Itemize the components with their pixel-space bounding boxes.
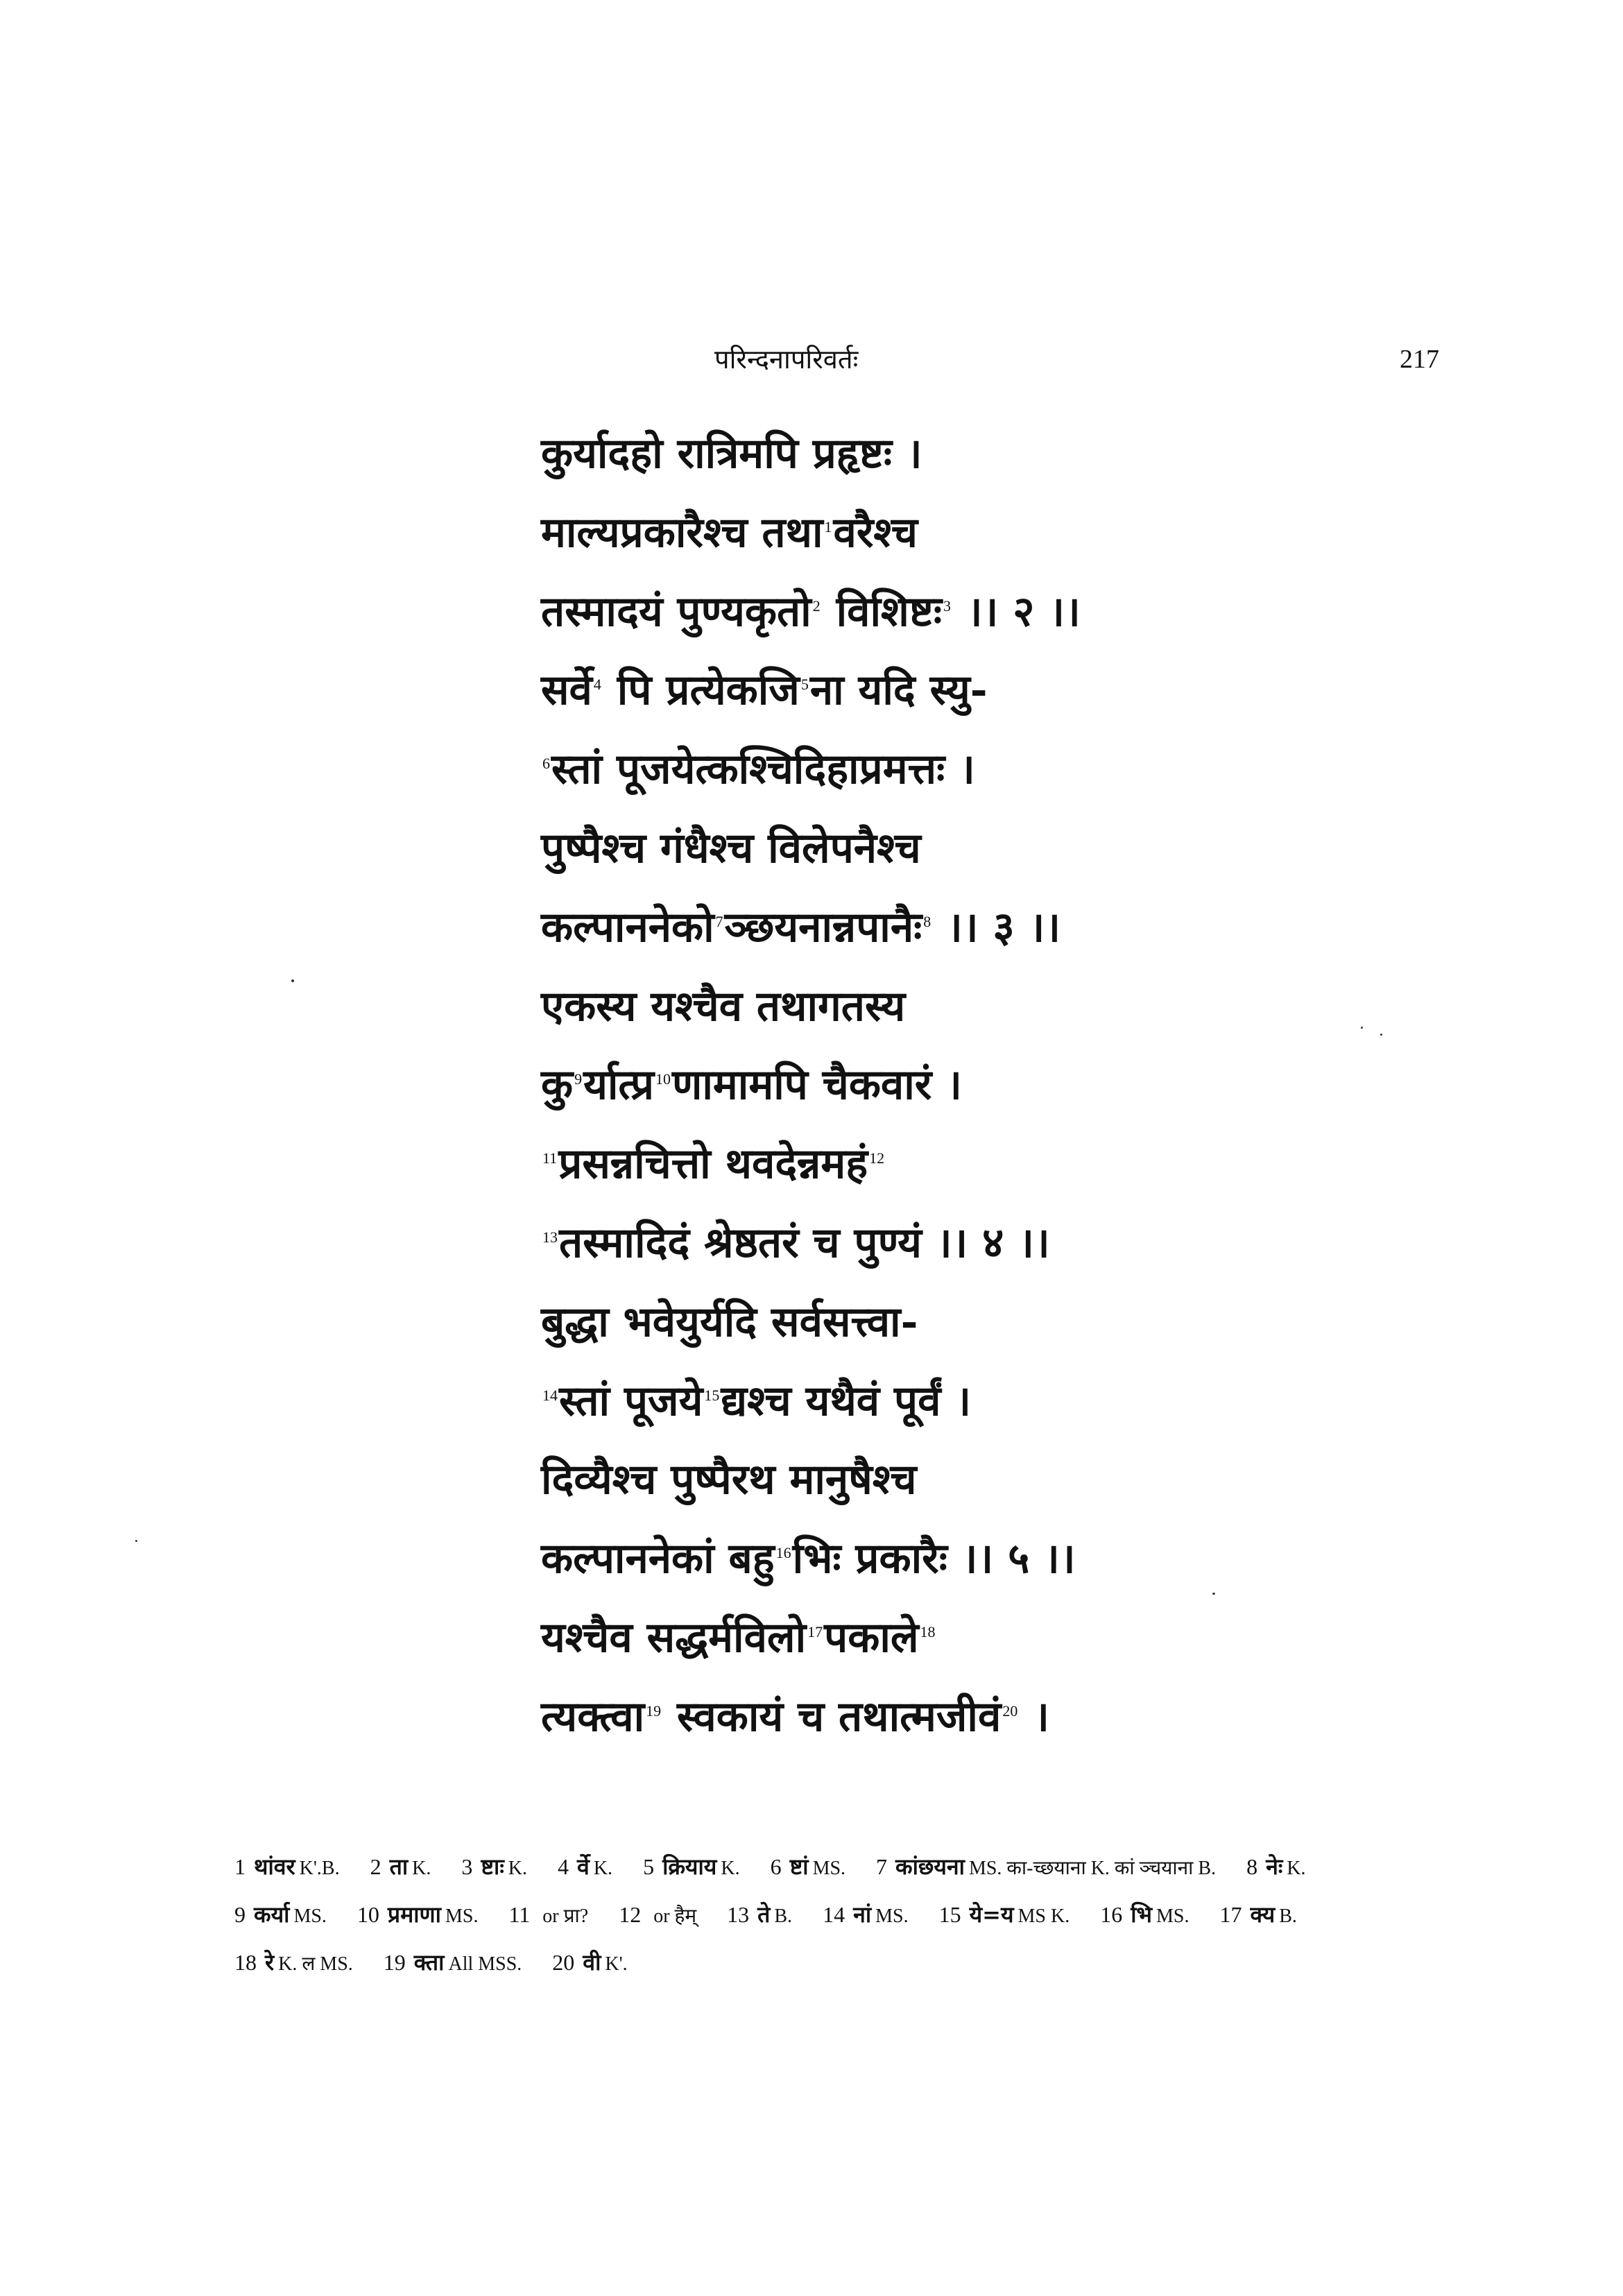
verse-line (541, 1125, 1443, 1204)
footnote-src: or हैम् (653, 1905, 697, 1927)
footnote-dev: ता (389, 1853, 409, 1880)
footnote-num: 12 (619, 1902, 642, 1927)
verse-text: तस्मादिदं श्रेष्ठतरं च पुण्यं ।। ४ ।। (559, 1218, 1050, 1267)
verse-text: ञ्छयनान्नपानैः (724, 902, 922, 952)
footnote-marker: 3 (943, 597, 952, 615)
footnote-dev: ष्टां (789, 1853, 809, 1880)
footnote-src: B. (1279, 1905, 1297, 1927)
verse-text: कल्पाननेको (541, 902, 714, 952)
footnote-dev: नेः (1266, 1853, 1283, 1880)
footnote-dev: रे (265, 1949, 275, 1976)
verse-line (541, 1362, 1443, 1441)
verse-text: ।। ३ ।। (932, 902, 1061, 952)
footnote-num: 16 (1100, 1902, 1123, 1927)
footnote (461, 1844, 527, 1892)
footnote-marker: 7 (715, 912, 723, 930)
verse-text: द्यश्च यथैवं पूर्वं । (721, 1376, 972, 1425)
verse-line (541, 1204, 1443, 1283)
footnote (727, 1892, 792, 1939)
footnote-dev: ष्टाः (481, 1853, 504, 1880)
footnote-num: 18 (234, 1950, 257, 1975)
print-speck (1380, 1034, 1382, 1036)
verse-line (541, 1046, 1443, 1125)
footnote-num: 20 (552, 1950, 575, 1975)
footnote (939, 1892, 1070, 1939)
footnote-src: or प्रा? (542, 1905, 589, 1927)
footnote-marker: 14 (542, 1386, 558, 1404)
footnote-num: 13 (727, 1902, 750, 1927)
footnote-src: K. (593, 1858, 613, 1879)
footnote (1246, 1844, 1305, 1892)
verse-line (541, 1441, 1443, 1520)
print-speck (135, 1540, 137, 1542)
footnote (384, 1939, 522, 1987)
verse-line (541, 1283, 1443, 1362)
footnote-num: 5 (643, 1854, 655, 1879)
verse-text: प्रसन्नचित्तो थवदेन्नमहं (558, 1140, 868, 1189)
verse-text: णामामपि चैकवारं । (671, 1061, 962, 1110)
footnote-num: 14 (823, 1902, 845, 1927)
footnote-src: MS. का-च्छयाना K. कां ञ्चयाना B. (968, 1858, 1217, 1879)
verse-text: स्तां पूजयेत्कश्चिदिहाप्रमत्तः । (551, 745, 975, 794)
footnote-src: K. (508, 1858, 528, 1879)
verse-text: ।। २ ।। (952, 587, 1081, 636)
verse-line (541, 809, 1443, 889)
footnote (823, 1892, 909, 1939)
footnote-src: MS. (445, 1905, 479, 1927)
footnote-num: 6 (770, 1854, 782, 1879)
footnote (234, 1844, 340, 1892)
footnote-src: K'. (605, 1953, 628, 1975)
verse-line (541, 415, 1443, 494)
footnote-num: 9 (234, 1902, 246, 1927)
footnote-num: 2 (370, 1854, 381, 1879)
footnote-dev: थांवर (254, 1853, 295, 1880)
verse-line (541, 730, 1443, 809)
verse-text: त्यक्त्वा (541, 1692, 645, 1741)
footnote-marker: 9 (574, 1070, 583, 1088)
footnote-num: 19 (383, 1950, 406, 1975)
footnote-dev: क्ता (413, 1949, 445, 1976)
verse-line (541, 651, 1443, 730)
verse-text: पकाले (824, 1613, 919, 1662)
verse-line (541, 968, 1443, 1047)
footnote-src: K. ल MS. (278, 1953, 353, 1975)
verse-text: कुर्यादहो रात्रिमपि प्रहृष्टः । (541, 429, 922, 478)
footnote-marker: 4 (593, 676, 601, 694)
footnote-num: 17 (1219, 1902, 1242, 1927)
verse-text: माल्यप्रकारैश्च तथा (541, 508, 823, 557)
footnote-num: 11 (508, 1902, 531, 1927)
footnote-src: MS. (812, 1858, 846, 1879)
footnote-dev: कांछयना (895, 1853, 965, 1880)
chapter-title: परिन्दनापरिवर्तः (714, 344, 859, 375)
footnote-marker: 12 (869, 1149, 885, 1167)
footnote-num: 15 (938, 1902, 961, 1927)
verse-text: पुष्पैश्च गंधैश्च विलेपनैश्च (541, 823, 921, 873)
verse-line (541, 494, 1443, 573)
footnote (552, 1939, 627, 1987)
print-speck (291, 979, 294, 982)
footnote-marker: 16 (775, 1544, 791, 1562)
verse-line (541, 1678, 1443, 1757)
verse-line (541, 573, 1443, 652)
footnote-dev: प्रमाणा (387, 1901, 441, 1928)
footnote-dev: वी (583, 1949, 601, 1976)
footnote-marker: 1 (824, 517, 832, 536)
footnote-dev: ये=य (969, 1901, 1014, 1928)
verse-text: र्यात्प्र (583, 1061, 654, 1110)
verse-text: यश्चैव सद्धर्मविलो (541, 1613, 807, 1662)
verse-text: विशिष्टः (821, 587, 943, 636)
footnote-dev: क्य (1250, 1901, 1276, 1928)
footnote (619, 1892, 696, 1939)
running-head (0, 339, 1623, 380)
footnote-marker: 5 (800, 676, 809, 694)
page-number: 217 (1400, 345, 1439, 374)
verse-block (541, 415, 1443, 1757)
footnote-dev: भि (1131, 1901, 1153, 1928)
footnote (234, 1892, 327, 1939)
footnote-marker: 6 (542, 755, 550, 773)
footnote-num: 1 (234, 1854, 246, 1879)
verse-text: पि प्रत्येकजि (602, 666, 800, 715)
footnote (370, 1844, 431, 1892)
footnote-num: 7 (876, 1854, 888, 1879)
verse-text: कु (541, 1061, 574, 1110)
footnote-src: MS. (1156, 1905, 1190, 1927)
footnote-dev: कर्या (254, 1901, 290, 1928)
footnote-num: 3 (461, 1854, 473, 1879)
footnote (508, 1892, 588, 1939)
footnote-num: 4 (558, 1854, 569, 1879)
verse-text: स्तां पूजये (559, 1376, 703, 1425)
footnote-src: MS K. (1017, 1905, 1070, 1927)
footnote-src: K. (1287, 1858, 1306, 1879)
verse-text: कल्पाननेकां बहु (541, 1534, 775, 1584)
footnote-marker: 8 (923, 912, 931, 930)
footnote-src: MS. (293, 1905, 327, 1927)
footnote (876, 1844, 1216, 1892)
footnote-marker: 2 (812, 597, 821, 615)
footnote-src: K. (721, 1858, 740, 1879)
footnote-marker: 18 (920, 1622, 936, 1640)
footnote-dev: नां (853, 1901, 872, 1928)
verse-text: सर्वे (541, 666, 592, 715)
footnote-marker: 13 (542, 1228, 558, 1246)
verse-text: ना यदि स्यु- (809, 666, 988, 715)
footnote-dev: क्रियाय (662, 1853, 717, 1880)
footnote-dev: र्वे (577, 1853, 590, 1880)
verse-text: । (1019, 1692, 1049, 1741)
footnote-marker: 20 (1002, 1702, 1018, 1720)
verse-text: भिः प्रकारैः ।। ५ ।। (792, 1534, 1076, 1584)
footnote-num: 8 (1246, 1854, 1258, 1879)
footnote (771, 1844, 845, 1892)
verse-text: एकस्य यश्चैव तथागतस्य (541, 982, 906, 1031)
verse-text: दिव्यैश्च पुष्पैरथ मानुषैश्च (541, 1455, 917, 1505)
footnote-marker: 19 (646, 1702, 662, 1720)
footnote (1100, 1892, 1189, 1939)
footnote-src: All MSS. (448, 1953, 522, 1975)
footnote-dev: ते (757, 1901, 771, 1928)
verse-text: वरैश्च (833, 508, 918, 557)
footnote-src: MS. (875, 1905, 909, 1927)
footnote-num: 10 (357, 1902, 379, 1927)
verse-text: तस्मादयं पुण्यकृतो (541, 587, 812, 636)
footnote-marker: 11 (542, 1149, 558, 1167)
footnote-marker: 10 (655, 1070, 671, 1088)
footnote (1220, 1892, 1297, 1939)
footnote (357, 1892, 479, 1939)
print-speck (1212, 1593, 1215, 1595)
footnote-src: B. (774, 1905, 793, 1927)
footnote (643, 1844, 740, 1892)
footnote-marker: 15 (704, 1386, 720, 1404)
verse-line (541, 889, 1443, 968)
footnotes (234, 1844, 1427, 1987)
verse-text: स्वकायं च तथात्मजीवं (662, 1692, 1002, 1741)
verse-line (541, 1520, 1443, 1599)
verse-line (541, 1599, 1443, 1678)
footnote (234, 1939, 353, 1987)
footnote-src: K. (412, 1858, 431, 1879)
footnote-marker: 17 (807, 1622, 823, 1640)
footnote (558, 1844, 612, 1892)
print-speck (1361, 1027, 1363, 1029)
footnote-src: K'.B. (299, 1858, 340, 1879)
verse-text: बुद्धा भवेयुर्यदि सर्वसत्त्वा- (541, 1297, 918, 1346)
